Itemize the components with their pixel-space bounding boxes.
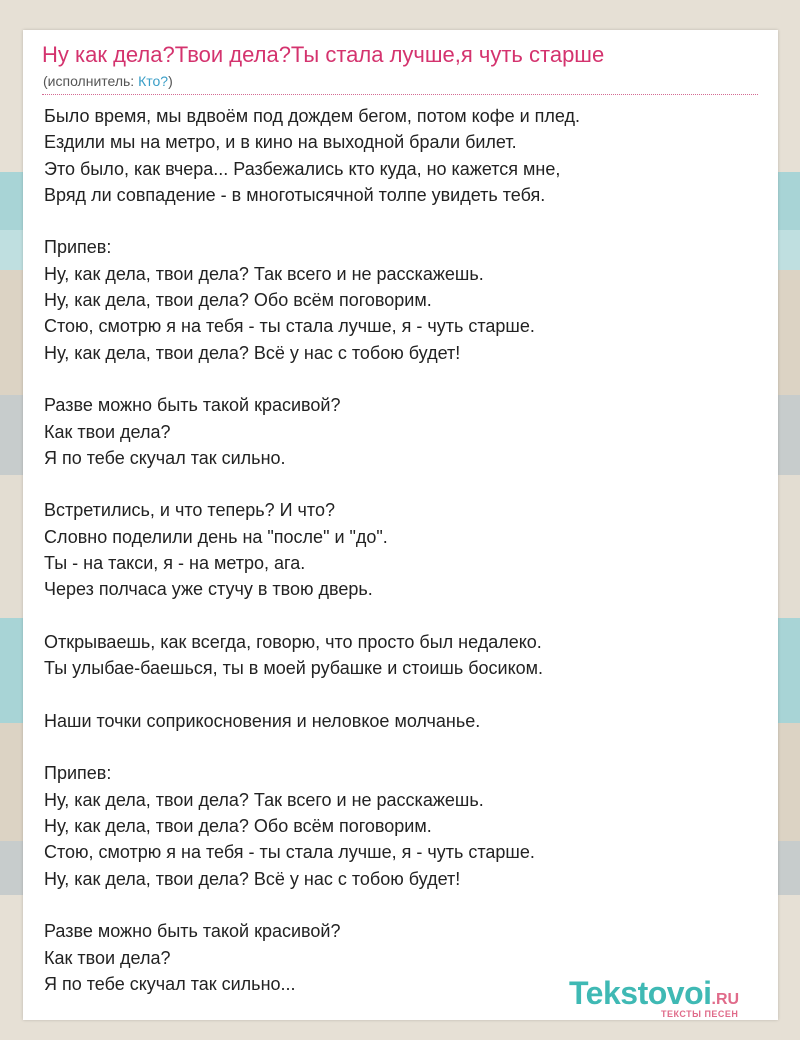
lyric-line: Через полчаса уже стучу в твою дверь. <box>44 579 373 600</box>
lyric-line: Ну, как дела, твои дела? Обо всём поговорим. <box>44 290 432 311</box>
lyric-line: Вряд ли совпадение - в многотысячной толпе увидеть тебя. <box>44 184 546 205</box>
lyric-line: Я по тебе скучал так сильно... <box>44 973 296 994</box>
lyric-line: Ты улыбае-баешься, ты в моей рубашке и стоишь босиком. <box>44 658 544 679</box>
song-title: Ну как дела?Твои дела?Ты стала лучше,я чуть старше <box>42 42 605 67</box>
lyric-line <box>44 682 764 708</box>
lyrics-card <box>23 30 778 1020</box>
artist-line <box>43 73 173 89</box>
lyric-line: Встретились, и что теперь? И что? <box>44 500 335 521</box>
lyric-line: Как твои дела? <box>44 947 171 968</box>
lyric-line: Наши точки соприкосновения и неловкое молчанье. <box>44 710 481 731</box>
lyric-line: Разве можно быть такой красивой? <box>44 395 341 416</box>
lyric-line: Ну, как дела, твои дела? Всё у нас с тобою будет! <box>44 342 461 363</box>
lyric-line: Ну, как дела, твои дела? Обо всём поговорим. <box>44 816 432 837</box>
lyric-line: Словно поделили день на "после" и "до". <box>44 526 388 547</box>
lyric-line <box>44 471 764 497</box>
lyric-line: Припев: <box>44 763 112 784</box>
lyric-line <box>44 892 764 918</box>
lyric-line: Ездили мы на метро, и в кино на выходной брали билет. <box>44 132 517 153</box>
artist-prefix: (исполнитель: <box>43 73 139 89</box>
artist-link[interactable]: Кто? <box>138 73 169 89</box>
lyric-line: Припев: <box>44 237 112 258</box>
lyric-line: Было время, мы вдвоём под дождем бегом, потом кофе и плед. <box>44 106 581 126</box>
lyric-line <box>44 603 764 629</box>
artist-suffix: ) <box>168 73 173 89</box>
logo-domain: .RU <box>711 991 740 1008</box>
lyric-line <box>44 366 764 392</box>
lyric-line: Это было, как вчера... Разбежались кто куда, но кажется мне, <box>44 158 561 179</box>
lyric-line <box>44 208 764 234</box>
lyrics-text <box>44 103 764 997</box>
lyric-line: Ну, как дела, твои дела? Так всего и не расскажешь. <box>44 789 484 810</box>
lyric-line: Стою, смотрю я на тебя - ты стала лучше, я - чуть старше. <box>44 842 535 863</box>
lyric-line: Разве можно быть такой красивой? <box>44 921 341 942</box>
lyric-line: Ну, как дела, твои дела? Всё у нас с тобою будет! <box>44 868 461 889</box>
lyric-line: Как твои дела? <box>44 421 171 442</box>
logo-wordmark: Tekstovoi <box>569 975 712 1011</box>
title-divider <box>42 94 758 95</box>
lyric-line <box>44 734 764 760</box>
lyric-line: Открываешь, как всегда, говорю, что просто был недалеко. <box>44 631 542 652</box>
lyric-line: Стою, смотрю я на тебя - ты стала лучше, я - чуть старше. <box>44 316 535 337</box>
site-logo[interactable] <box>569 975 740 1019</box>
lyric-line: Я по тебе скучал так сильно. <box>44 447 286 468</box>
lyric-line: Ты - на такси, я - на метро, ага. <box>44 553 306 574</box>
lyric-line: Ну, как дела, твои дела? Так всего и не расскажешь. <box>44 263 484 284</box>
logo-tagline: ТЕКСТЫ ПЕСЕН <box>661 1009 739 1019</box>
